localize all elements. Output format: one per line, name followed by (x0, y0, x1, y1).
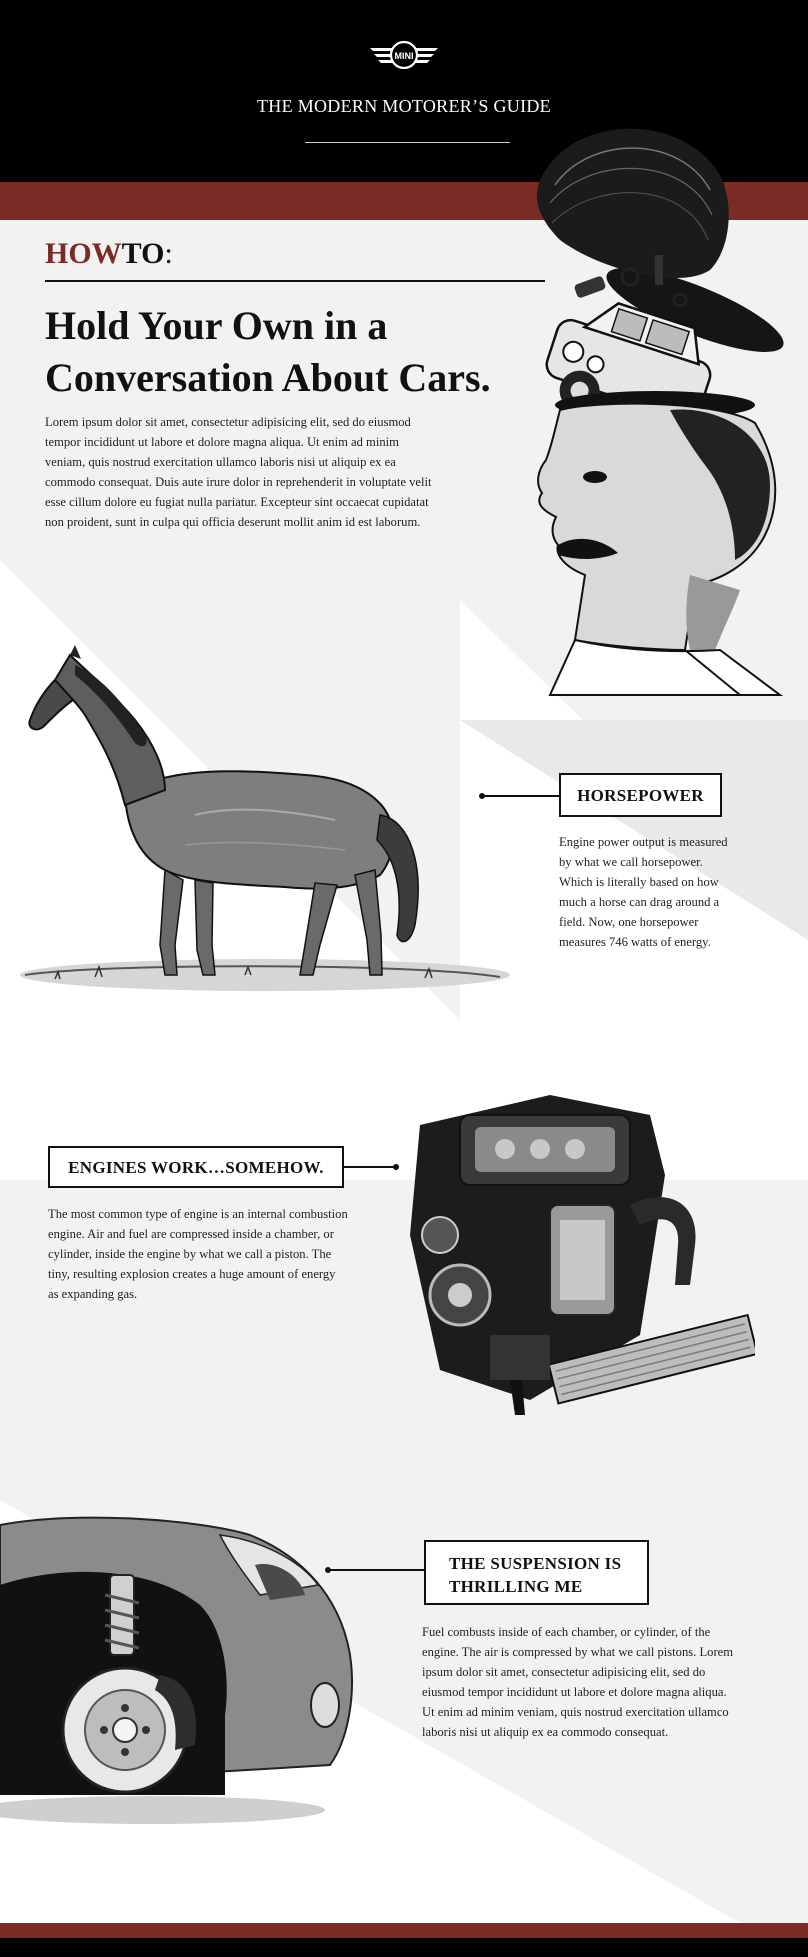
headline-line1: Hold Your Own in a (45, 303, 388, 348)
horsepower-label-box (559, 773, 722, 817)
horsepower-connector-line (483, 795, 559, 797)
horse-illustration (15, 645, 510, 995)
suspension-connector-line (329, 1569, 424, 1571)
site-title: THE MODERN MOTORER’S GUIDE (257, 96, 551, 116)
logo-text: MINI (394, 51, 414, 61)
horsepower-connector-dot (479, 793, 485, 799)
head-illustration (480, 105, 795, 705)
headline-line2: Conversation About Cars. (45, 355, 491, 400)
howto-prefix: HOW (45, 237, 122, 270)
suspension-label-line1: THE SUSPENSION IS (449, 1554, 622, 1573)
suspension-illustration (0, 1505, 360, 1825)
footer-bar (0, 1938, 808, 1957)
horsepower-label: HORSEPOWER (577, 786, 704, 805)
suspension-body: Fuel combusts inside of each chamber, or cylinder, of the engine. The air is compressed by what we call pistons. Lorem ipsum dolor sit amet, consectetur adipisicing elit, sed do eiusmod tempor incididunt ut labore et dolore magna aliqua. Ut enim ad minim veniam, quis nostrud exercitation ullamco laboris nisi ut aliquip ex ea commodo consequat. (422, 1625, 734, 1739)
engine-illustration (400, 1085, 755, 1420)
suspension-label-box (424, 1540, 649, 1605)
engines-label: ENGINES WORK…SOMEHOW. (68, 1158, 324, 1177)
engines-label-box (48, 1146, 344, 1188)
engines-connector-line (344, 1166, 396, 1168)
howto-suffix: TO (121, 237, 165, 270)
howto-heading (45, 237, 173, 271)
suspension-label-line2: THRILLING ME (449, 1577, 583, 1596)
howto-divider (45, 280, 545, 282)
page-title (45, 300, 515, 404)
mini-logo[interactable] (368, 36, 440, 74)
engines-connector-dot (393, 1164, 399, 1170)
horsepower-body: Engine power output is measured by what we call horsepower. Which is literally based on how much a horse can drag around a field. Now, one horsepower measures 746 watts of energy. (559, 835, 728, 949)
howto-colon: : (164, 237, 173, 270)
accent-band-bottom (0, 1923, 808, 1938)
intro-paragraph: Lorem ipsum dolor sit amet, consectetur adipisicing elit, sed do eiusmod tempor incididunt ut labore et dolore magna aliqua. Ut enim ad minim veniam, quis nostrud exercitation ullamco laboris nisi ut aliquip ex ea commodo consequat. Duis aute irure dolor in reprehenderit in voluptate velit esse cillum dolore eu fugiat nulla pariatur. Excepteur sint occaecat cupidatat non proident, sunt in culpa qui officia deserunt mollit anim id est laborum. (45, 415, 432, 529)
engines-body: The most common type of engine is an internal combustion engine. Air and fuel are compressed inside a chamber, or cylinder, inside the engine by what we call a piston. The tiny, resulting explosion creates a huge amount of energy as expanding gas. (48, 1207, 348, 1301)
